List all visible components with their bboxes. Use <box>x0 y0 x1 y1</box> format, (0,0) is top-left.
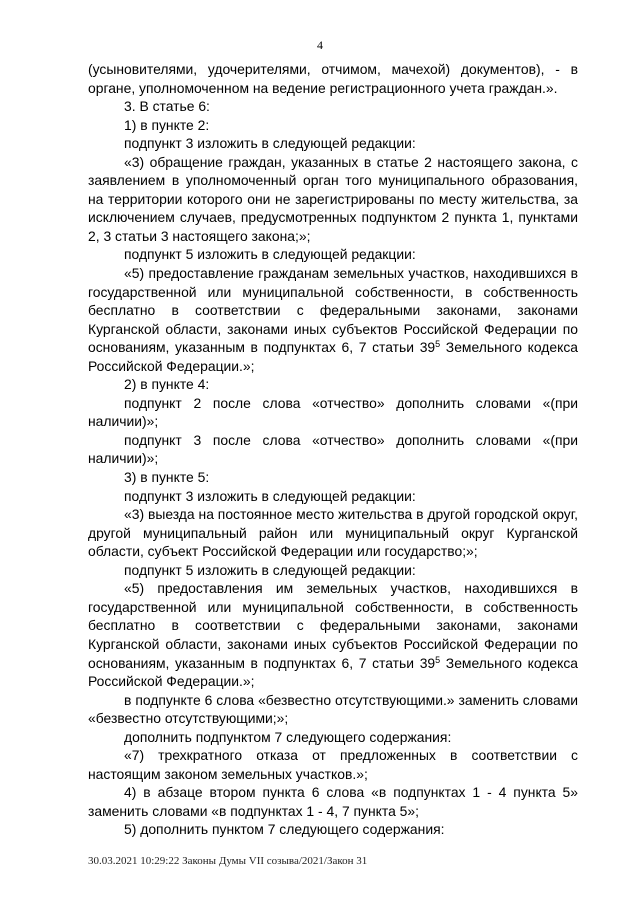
footer-stamp: 30.03.2021 10:29:22 Законы Думы VII созыва/2021/Закон 31 <box>88 855 368 867</box>
paragraph-subitem-5-text-2 <box>88 579 578 690</box>
paragraph-item-5: 5) дополнить пунктом 7 следующего содержания: <box>124 821 445 838</box>
paragraph-subitem-3-text: «3) обращение граждан, указанных в статье 2 настоящего закона, с заявлением в уполномоченный орган того муниципального образования, на территории которого они не зарегистрированы по месту жительства, за исключением случаев, предусмотренных подпунктом 2 пункта 1, пунктами 2, 3 статьи 3 настоящего закона;»; <box>88 153 578 244</box>
superscript: 5 <box>435 654 441 665</box>
text-part: Земельного кодекса Российской Федерации.»; <box>88 654 578 690</box>
paragraph-item-3: 3) в пункте 5: <box>124 469 210 486</box>
text-part: «5) предоставления им земельных участков, находившихся в государственной или муниципальной собственности, в собственность бесплатно в соответствии с федеральными законами, законами Курганской области, законами иных субъектов Российской Федерации по основаниям, указанным в подпунктах 6, 7 статьи 39 <box>88 580 578 671</box>
page-number: 4 <box>317 38 323 52</box>
text-part: «5) предоставление гражданам земельных участков, находившихся в государственной или муниципальной собственности, в собственность бесплатно в соответствии с федеральными законами, законами Курганской области, законами иных субъектов Российской Федерации по основаниям, указанным в подпунктах 6, 7 статьи 39 <box>88 265 578 356</box>
paragraph-item-2: 2) в пункте 4: <box>124 376 210 393</box>
paragraph-subitem-3-intro-2: подпункт 3 изложить в следующей редакции: <box>124 487 416 504</box>
paragraph-subitem-2-change: подпункт 2 после слова «отчество» дополнить словами «(при наличии)»; <box>88 394 578 430</box>
paragraph-continuation: (усыновителями, удочерителями, отчимом, мачехой) документов), - в органе, уполномоченном на ведение регистрационного учета граждан.». <box>88 61 578 96</box>
paragraph-article-6: 3. В статье 6: <box>124 98 210 115</box>
paragraph-subitem-5-text <box>88 264 578 375</box>
paragraph-subitem-6-change: в подпункте 6 слова «безвестно отсутствующими.» заменить словами «безвестно отсутствующими;»; <box>88 691 578 727</box>
text-part: Земельного кодекса Российской Федерации.»; <box>88 339 578 374</box>
paragraph-subitem-3-change: подпункт 3 после слова «отчество» дополнить словами «(при наличии)»; <box>88 431 578 467</box>
paragraph-item-1: 1) в пункте 2: <box>124 116 210 133</box>
superscript: 5 <box>435 339 441 350</box>
paragraph-subitem-3-intro: подпункт 3 изложить в следующей редакции: <box>124 135 416 152</box>
paragraph-subitem-3-text-2: «3) выезда на постоянное место жительства в другой городской округ, другой муниципальный район или муниципальный округ Курганской области, субъект Российской Федерации или государство;»; <box>88 506 578 560</box>
paragraph-subitem-5-intro-2: подпункт 5 изложить в следующей редакции: <box>124 561 416 578</box>
paragraph-subitem-7-intro: дополнить подпунктом 7 следующего содержания: <box>124 728 452 745</box>
paragraph-subitem-7-text: «7) трехкратного отказа от предложенных в соответствии с настоящим законом земельных участков.»; <box>88 747 578 782</box>
document-body <box>88 60 578 839</box>
paragraph-subitem-5-intro: подпункт 5 изложить в следующей редакции: <box>124 246 416 263</box>
paragraph-item-4: 4) в абзаце втором пункта 6 слова «в подпунктах 1 - 4 пункта 5» заменить словами «в подпунктах 1 - 4, 7 пункта 5»; <box>88 784 578 819</box>
